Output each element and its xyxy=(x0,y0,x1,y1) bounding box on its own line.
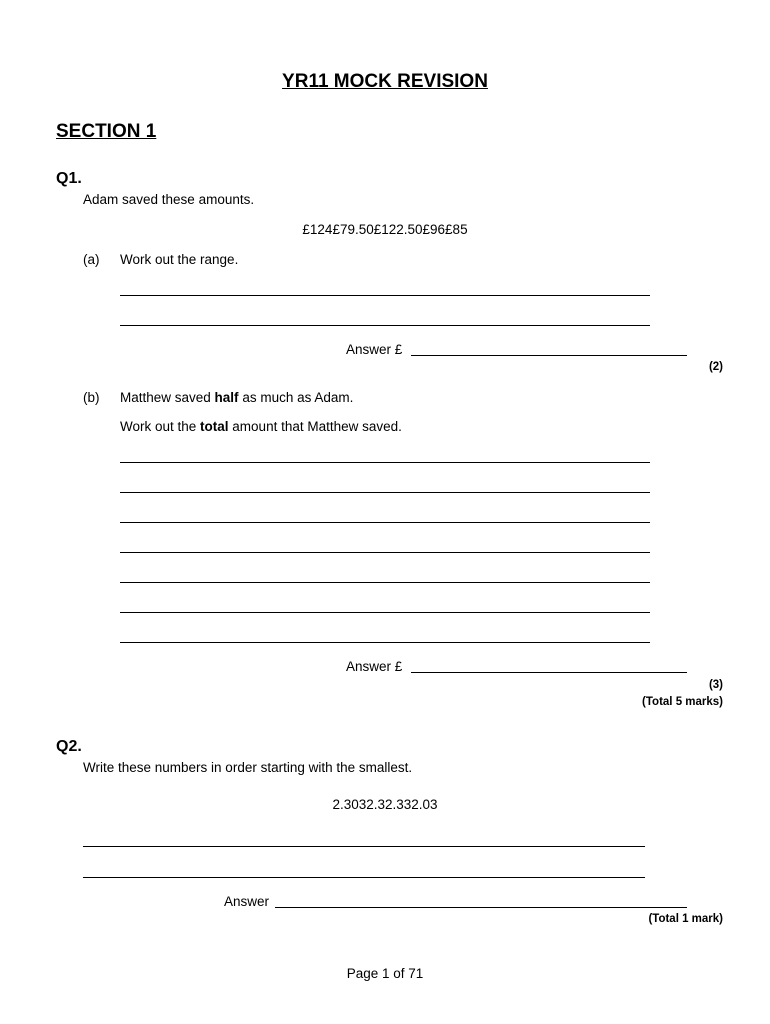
q2-answer-line[interactable] xyxy=(275,907,687,908)
working-line xyxy=(120,612,650,613)
q1a-answer-label: Answer £ xyxy=(346,342,403,357)
q1b-line2-pre: Work out the xyxy=(120,419,201,434)
working-line xyxy=(83,846,645,847)
working-line xyxy=(120,522,650,523)
q1-amounts: £124£79.50£122.50£96£85 xyxy=(302,222,468,237)
working-line xyxy=(120,325,650,326)
working-line xyxy=(120,492,650,493)
q1-heading: Q1. xyxy=(56,170,82,187)
q1b-marks: (3) xyxy=(708,679,723,691)
working-line xyxy=(120,552,650,553)
q1b-line2 xyxy=(120,419,402,434)
q2-intro: Write these numbers in order starting with the smallest. xyxy=(83,760,413,775)
q1b-line1 xyxy=(120,390,353,405)
section-heading: SECTION 1 xyxy=(56,121,157,142)
q1a-answer-line[interactable] xyxy=(411,355,687,356)
q2-numbers: 2.3032.32.332.03 xyxy=(332,797,438,812)
q1b-line1-pre: Matthew saved xyxy=(120,390,215,405)
page-title: YR11 MOCK REVISION xyxy=(282,71,488,92)
q2-answer-label: Answer xyxy=(224,894,270,909)
working-line xyxy=(120,642,650,643)
q1-total: (Total 5 marks) xyxy=(642,696,723,708)
page-number: Page 1 of 71 xyxy=(346,966,424,981)
q1b-label: (b) xyxy=(83,390,100,405)
working-line xyxy=(120,295,650,296)
q1a-text: Work out the range. xyxy=(120,252,239,267)
q1a-marks: (2) xyxy=(708,361,723,373)
q1b-line1-bold: half xyxy=(214,390,239,405)
q1-intro: Adam saved these amounts. xyxy=(83,192,255,207)
working-line xyxy=(120,462,650,463)
q2-heading: Q2. xyxy=(56,738,82,755)
q2-total: (Total 1 mark) xyxy=(648,913,723,925)
q1a-label: (a) xyxy=(83,252,100,267)
working-line xyxy=(83,877,645,878)
q1b-line2-post: amount that Matthew saved. xyxy=(228,419,402,434)
working-line xyxy=(120,582,650,583)
q1b-answer-label: Answer £ xyxy=(346,659,403,674)
q1b-answer-line[interactable] xyxy=(411,672,687,673)
q1b-line1-post: as much as Adam. xyxy=(238,390,354,405)
q1b-line2-bold: total xyxy=(200,419,229,434)
